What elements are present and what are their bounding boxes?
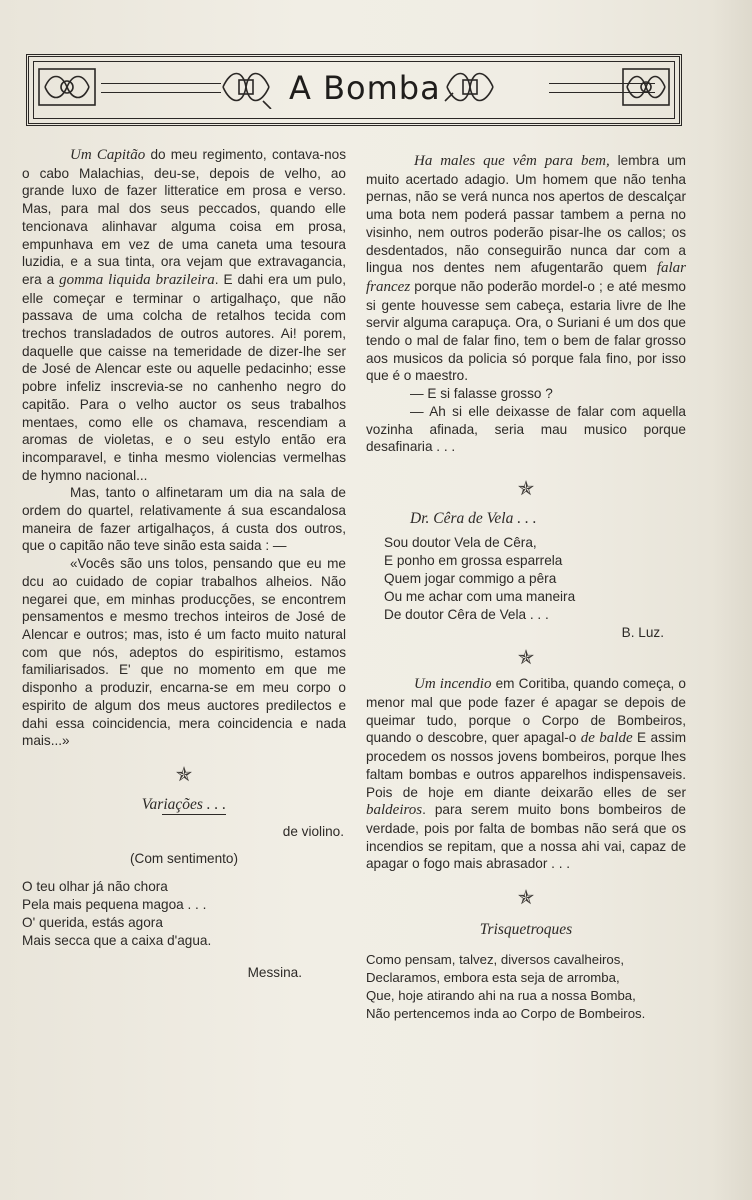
- cera-heading: [366, 510, 686, 528]
- emphasis-phrase: falar francez: [366, 260, 686, 295]
- poem-line: O' querida, estás agora: [22, 915, 163, 931]
- alfinetaram-paragraph: Mas, tanto o alfinetaram um dia na sala de ordem do quartel, relativamente á sua escandalosa maneira de fazer artigalhaços, á custa dos outros, que o capitão não teve sinão esta saida : —: [22, 485, 346, 554]
- cera-poem: [366, 534, 686, 624]
- poem-line: Declaramos, embora esta seja de arromba,: [366, 969, 620, 985]
- star-ornament-icon: ✯: [517, 477, 535, 500]
- poem-line: O teu olhar já não chora: [22, 879, 168, 895]
- trisquetroques-title: Trisquetroques: [479, 921, 573, 939]
- signature: Messina.: [247, 965, 302, 981]
- emphasis-phrase: baldeiros: [366, 802, 423, 819]
- poem-line: Pela mais pequena magoa . . .: [22, 897, 207, 913]
- poem-line: Ou me achar com uma maneira: [384, 588, 576, 604]
- sentimento-line: (Com sentimento): [129, 851, 239, 867]
- cera-title: Dr. Cêra de Vela . . .: [410, 509, 537, 527]
- lead-phrase: Ha males que vêm para bem,: [414, 153, 610, 169]
- dialogue-line: — Ah si elle deixasse de falar com aquella vozinha afinada, seria mau musico porque desafinaria . . .: [366, 403, 686, 455]
- lead-phrase: Um Capitão: [70, 147, 146, 163]
- trisquetroques-poem: [366, 951, 686, 1023]
- right-column: [366, 152, 686, 1023]
- poem-line: De doutor Cêra de Vela . . .: [384, 606, 549, 622]
- poem-line: Que, hoje atirando ahi na rua a nossa Bomba,: [366, 987, 636, 1003]
- dialogue-line: — E si falasse grosso ?: [410, 386, 553, 402]
- left-column: [22, 146, 346, 982]
- paragraph-text: porque não poderão mordel-o ; e até mesmo si gente houvesse sem cabeça, estaria livre de lhe servir alguma carapuça. Ora, o Suriani é um dos que tendo o mal de falar fino, tem o bem de falar grosso aos musicos da policia só porque fala fino, por isso que é o maestro.: [366, 278, 686, 384]
- paragraph-text: em Coritiba, quando começa, o menor mal que pode fazer é apagar se depois de queimar tudo, porque o Corpo de Bombeiros, quando o descobre, quer apagal-o: [366, 676, 686, 746]
- emphasis-phrase: de balde: [580, 730, 633, 747]
- knot-ornament-icon: [219, 65, 273, 109]
- poem-line: Quem jogar commigo a pêra: [384, 570, 557, 586]
- variacoes-title: Variações . . .: [141, 795, 227, 813]
- paragraph-text: lembra um muito acertado adagio. Um homem que não tenha pernas, não se verá nunca nos apertos de descalçar uma bota nem poderá passar tambem a perna no visinho, nem outros poderão pisar-lhe os callos; os desdentados, não conseguirão nunca dar com a lingua nos dentes nem afugentarão quem: [366, 153, 686, 276]
- banner-rule-left: [101, 83, 221, 93]
- lead-phrase: Um incendio: [414, 676, 492, 693]
- heading-underline: [162, 814, 226, 815]
- violino-line: de violino.: [282, 823, 344, 839]
- males-paragraph: [366, 152, 686, 385]
- variacoes-heading: [22, 796, 346, 814]
- knot-ornament-icon: [37, 65, 97, 109]
- trisquetroques-heading: [366, 921, 686, 939]
- poem-line: Mais secca que a caixa d'agua.: [22, 933, 212, 949]
- page-title: A Bomba: [289, 69, 441, 107]
- capitao-paragraph: [22, 146, 346, 484]
- title-banner: [26, 54, 682, 126]
- poem-line: Sou doutor Vela de Cêra,: [384, 534, 537, 550]
- cera-signature: B. Luz.: [621, 624, 664, 640]
- poem-line: Não pertencemos inda ao Corpo de Bombeiros.: [366, 1005, 646, 1021]
- emphasis-phrase: gomma liquida brazileira: [59, 271, 215, 288]
- poem-line: Como pensam, talvez, diversos cavalheiros,: [366, 951, 624, 967]
- paragraph-text: E assim procedem os nossos jovens bombeiros, porque lhes faltam bombas e outros apparelhos indispensaveis. Pois de hoje em diante deixarão elles de ser: [366, 730, 687, 800]
- incendio-paragraph: [366, 675, 686, 873]
- paragraph-text: do meu regimento, contava-nos o cabo Malachias, deu-se, depois de velho, ao grande luxo de fazer litteratice em prosa e verso. Mas, para mal dos seus peccados, quando elle tencionava alinhavar alguma coisa em prosa, empunhava em vez de uma caneta uma tesoura luzidia, e a sua tinta, ora vejam que extravagancia, era a: [22, 147, 346, 287]
- knot-ornament-icon: [443, 65, 497, 109]
- star-ornament-icon: ✯: [175, 763, 193, 786]
- poem-line: E ponho em grossa esparrela: [384, 552, 563, 568]
- star-ornament-icon: ✯: [517, 887, 535, 910]
- variacoes-poem: [22, 878, 346, 950]
- knot-ornament-icon: [621, 65, 671, 109]
- paragraph-text: . E dahi era um pulo, elle começar e terminar o artigalhaço, que não passava de uma colcha de retalhos tecida com trechos transladados de outros autores. Ai! porem, daquelle que caisse na temeridade de dizer-lhe ser de José de Alencar este ou aquelle pedacinho; esse pobre infeliz inscrevia-se no canhenho negro do capitão. Para o velho auctor os seus trabalhos mentaes, como elle os chamava, rescendiam a aromas de violetas, e o seu estylo então era incomparavel, e tinha mesmo violencias vermelhas de hymno nacional...: [22, 271, 347, 483]
- page-edge-shade: [712, 0, 752, 1200]
- paragraph-text: . para serem muito bons bombeiros de verdade, pois por falta de bombas não será que os incendios se repitam, que a nossa ahi vai, capaz de apagar o fogo mais abrasador . . .: [366, 802, 686, 872]
- star-ornament-icon: ✯: [517, 647, 535, 670]
- quote-paragraph: «Vocês são uns tolos, pensando que eu me dcu ao cuidado de copiar trabalhos alheios. Não negarei que, em minhas producções, se encontrem pensamentos e mesmo trechos inteiros de José de Alencar e outros; mas, isto é um facto muito natural com que nós, adeptos do espiritismo, estamos familiarisados. E' que no momento em que me disponho a produzir, encarna-se em meu corpo o espirito de algum dos meus auctores predilectos e dahi essa coincidencia, mera coincidencia e nada mais...»: [22, 556, 346, 749]
